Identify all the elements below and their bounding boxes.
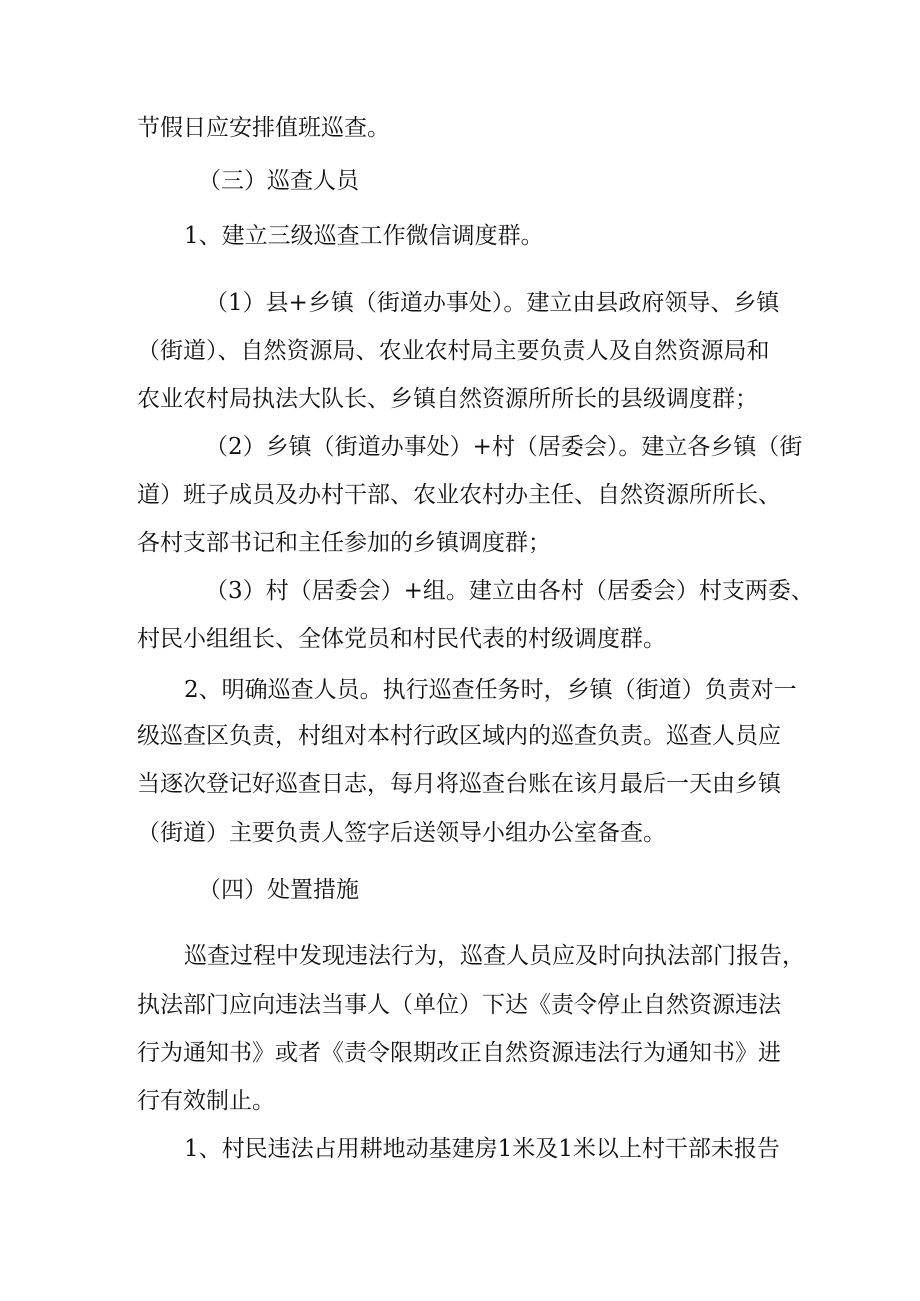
section-heading: （四）处置措施 [198,877,359,903]
text-line: （1）县+乡镇（街道办事处）。建立由县政府领导、乡镇 [205,290,780,316]
text-line: 1、村民违法占用耕地动基建房1米及1米以上村干部未报告 [184,1136,780,1162]
text-line: 各村支部书记和主任参加的乡镇调度群； [137,530,551,556]
text-line: （街道）主要负责人签字后送领导小组办公室备查。 [137,820,666,846]
text-line: 2、明确巡查人员。执行巡查任务时，乡镇（街道）负责对一 [184,677,797,703]
text-line: （街道）、自然资源局、农业农村局主要负责人及自然资源局和 [137,338,770,364]
text-line: 节假日应安排值班巡查。 [137,115,390,141]
text-line: 行有效制止。 [137,1088,275,1114]
text-line: 执法部门应向违法当事人（单位）下达《责令停止自然资源违法 [137,992,781,1018]
text-line: 村民小组组长、全体党员和村民代表的村级调度群。 [137,626,666,652]
section-heading: （三）巡查人员 [198,168,359,194]
text-line: 道）班子成员及办村干部、农业农村办主任、自然资源所所长、 [137,482,781,508]
text-line: 当逐次登记好巡查日志，每月将巡查台账在该月最后一天由乡镇 [137,771,781,797]
text-line: 1、建立三级巡查工作微信调度群。 [184,223,544,249]
text-line: 农业农村局执法大队长、乡镇自然资源所所长的县级调度群； [137,386,758,412]
text-line: 级巡查区负责，村组对本村行政区域内的巡查负责。巡查人员应 [137,723,781,749]
text-line: （3）村（居委会）+组。建立由各村（居委会）村支两委、 [205,578,814,604]
text-line: （2）乡镇（街道办事处）+村（居委会）。建立各乡镇（街 [205,434,803,460]
text-line: 行为通知书》或者《责令限期改正自然资源违法行为通知书》进 [137,1040,781,1066]
text-line: 巡查过程中发现违法行为，巡查人员应及时向执法部门报告， [184,943,805,969]
